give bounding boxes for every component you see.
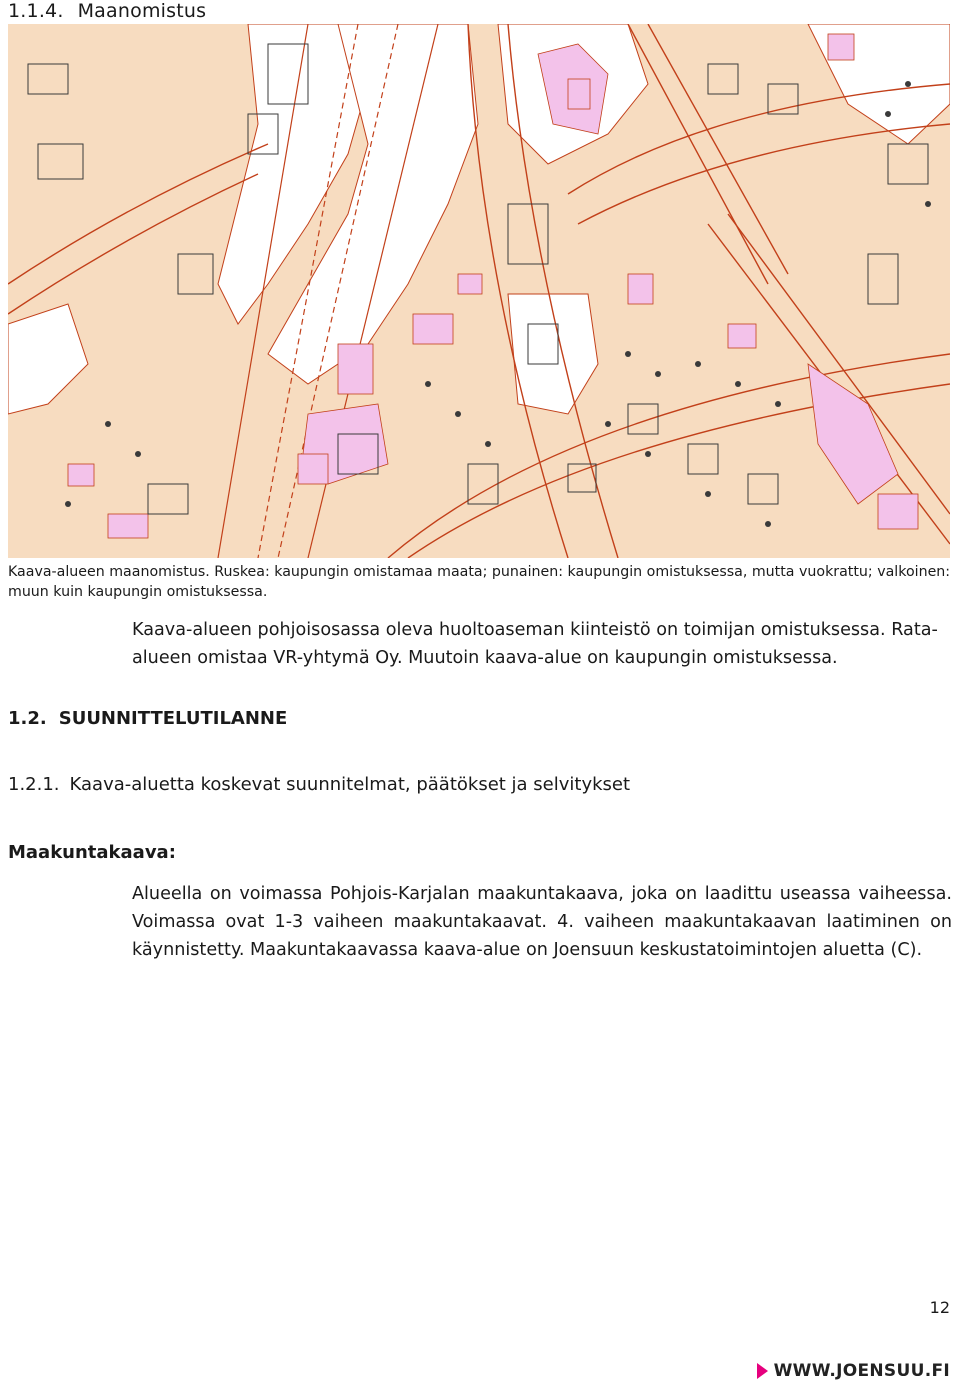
- land-ownership-map: [8, 24, 950, 558]
- planning-heading-title: SUUNNITTELUTILANNE: [58, 708, 288, 729]
- regional-plan-heading: Maakuntakaava:: [8, 842, 176, 863]
- section-title: Maanomistus: [77, 0, 207, 22]
- plans-heading: [8, 774, 630, 795]
- footer-logo-text: WWW.JOENSUU.FI: [773, 1361, 950, 1381]
- ownership-paragraph: Kaava-alueen pohjoisosassa oleva huoltoaseman kiinteistö on toimijan omistuksessa. Rata-alueen omistaa VR-yhtymä Oy. Muutoin kaava-alue on kaupungin omistuksessa.: [132, 620, 938, 668]
- logo-arrow-icon: [757, 1363, 768, 1379]
- map-caption: Kaava-alueen maanomistus. Ruskea: kaupungin omistamaa maata; punainen: kaupungin omistuksessa, mutta vuokrattu; valkoinen: muun kuin kaupungin omistuksessa.: [8, 564, 951, 600]
- planning-heading: [8, 708, 287, 729]
- plans-heading-number: 1.2.1.: [8, 774, 60, 795]
- footer-logo[interactable]: [757, 1360, 950, 1382]
- section-heading: [8, 0, 206, 22]
- plans-heading-title: Kaava-aluetta koskevat suunnitelmat, päätökset ja selvitykset: [69, 774, 631, 795]
- regional-plan-paragraph: Alueella on voimassa Pohjois-Karjalan maakuntakaava, joka on laadittu useassa vaiheessa. Voimassa ovat 1-3 vaiheen maakuntakaavat. 4. vaiheen maakuntakaavan laatiminen on käynnistetty. Maakuntakaavassa kaava-alue on Joensuun keskustatoimintojen aluetta (C).: [132, 884, 952, 960]
- section-number: 1.1.4.: [8, 0, 64, 22]
- page-number: 12: [929, 1298, 950, 1317]
- planning-heading-number: 1.2.: [8, 708, 47, 729]
